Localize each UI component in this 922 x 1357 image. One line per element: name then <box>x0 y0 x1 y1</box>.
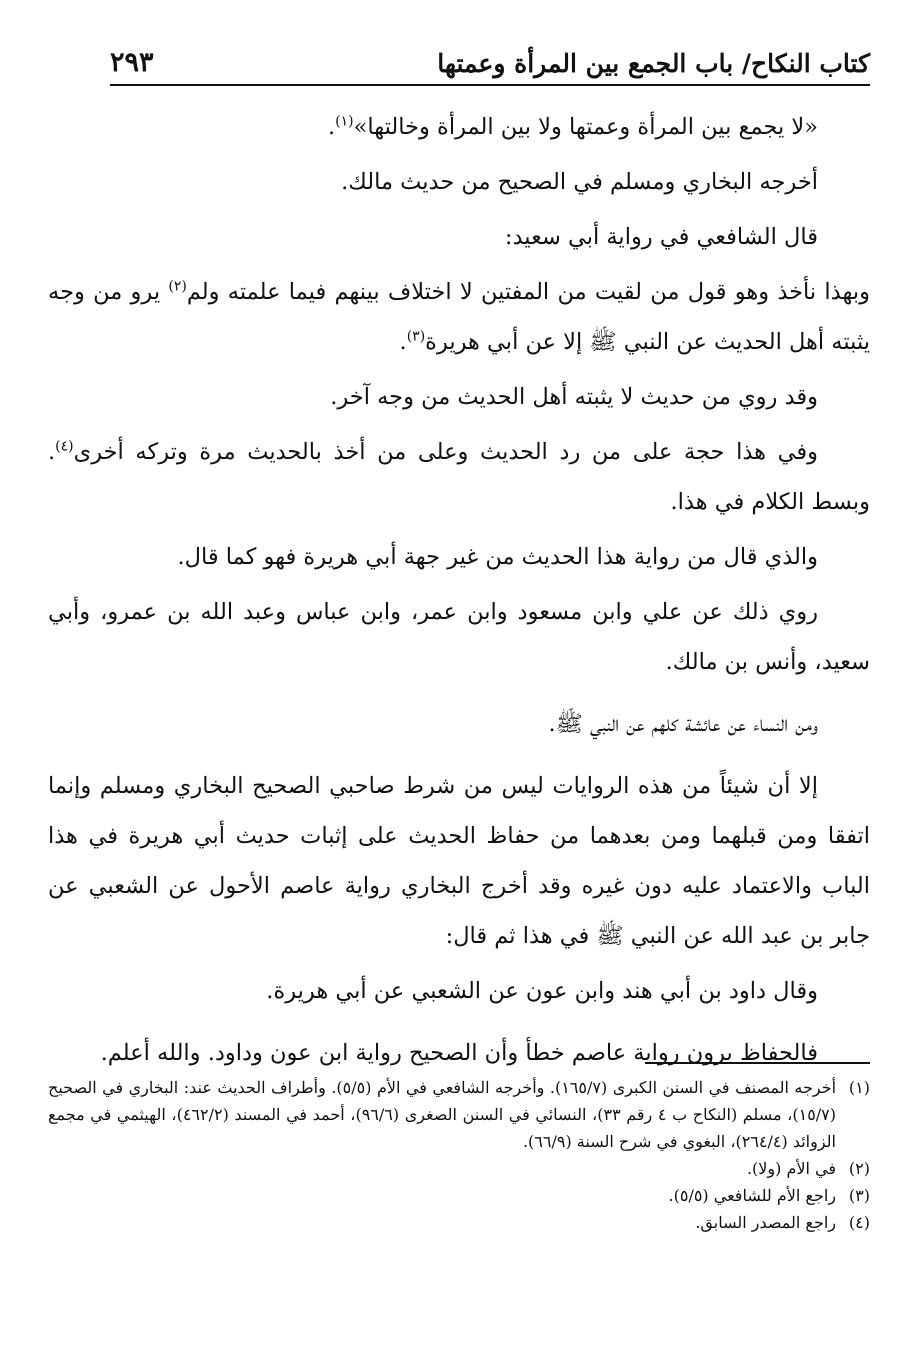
paragraph: أخرجه البخاري ومسلم في الصحيح من حديث مالك. <box>341 169 818 195</box>
footnote-divider <box>645 1062 870 1064</box>
footnote-number: (٢) <box>848 1159 870 1178</box>
running-head: كتاب النكاح/ باب الجمع بين المرأة وعمتها <box>437 49 870 78</box>
paragraph: وبهذا نأخذ وهو قول من لقيت من المفتين لا اختلاف بينهم فيما علمته ولم$^{(٢)}$ يرو من وجه يثبته أهل الحديث عن النبي ﷺ إلا عن أبي هريرة$^{(٣)}$. <box>48 278 870 355</box>
footnote-number: (٣) <box>848 1186 870 1205</box>
footnote <box>48 1074 870 1155</box>
paragraph: روي ذلك عن علي وابن مسعود وابن عمر، وابن عباس وعبد الله بن عمرو، وأبي سعيد، وأنس بن مالك. <box>48 599 870 675</box>
paragraph: «لا يجمع بين المرأة وعمتها ولا بين المرأة وخالتها»$^{(١)}$. <box>328 113 818 140</box>
paragraph: وقال داود بن أبي هند وابن عون عن الشعبي عن أبي هريرة. <box>266 978 818 1004</box>
paragraph: ومن النساء عن عائشة كلهم عن النبي ﷺ. <box>548 711 818 737</box>
footnote <box>48 1209 870 1236</box>
main-text <box>48 102 870 1083</box>
footnote-text: راجع الأم للشافعي (٥/٥). <box>668 1186 836 1205</box>
paragraph: وقد روي من حديث لا يثبته أهل الحديث من وجه آخر. <box>330 384 818 410</box>
footnote-number: (١) <box>848 1078 870 1097</box>
footnote-text: في الأم (ولا). <box>746 1159 836 1178</box>
page-number: ٢٩٣ <box>110 47 154 78</box>
paragraph: وفي هذا حجة على من رد الحديث وعلى من أخذ بالحديث مرة وتركه أخرى$^{(٤)}$. وبسط الكلام في هذا. <box>48 438 870 515</box>
paragraph: إلا أن شيئاً من هذه الروايات ليس من شرط صاحبي الصحيح البخاري ومسلم وإنما اتفقا ومن قبلهما ومن بعدهما من حفاظ الحديث على إثبات حديث أبي هريرة في هذا الباب والاعتماد عليه دون غيره وقد أخرج البخاري رواية عاصم الأحول عن الشعبي عن جابر بن عبد الله عن النبي ﷺ في هذا ثم قال: <box>48 773 870 949</box>
footnote-ref: (٤) <box>55 438 74 455</box>
paragraph: والذي قال من رواية هذا الحديث من غير جهة أبي هريرة فهو كما قال. <box>177 544 818 570</box>
footnote-ref: (٣) <box>406 328 426 345</box>
footnotes <box>48 1074 870 1236</box>
footnote-text: أخرجه المصنف في السنن الكبرى (١٦٥/٧). وأخرجه الشافعي في الأم (٥/٥). وأطراف الحديث عند: البخاري في الصحيح (١٥/٧)، مسلم (النكاح ب ٤ رقم ٣٣)، النسائي في السنن الصغرى (٩٦/٦)، أحمد في المسند (٤٦٢/٢)، الهيثمي في مجمع الزوائد (٢٦٤/٤)، البغوي في شرح السنة (٦٦/٩). <box>48 1078 837 1151</box>
page-header <box>110 40 870 86</box>
footnote-text: راجع المصدر السابق. <box>695 1213 836 1232</box>
footnote-ref: (١) <box>335 113 354 130</box>
footnote <box>48 1182 870 1209</box>
footnote-ref: (٢) <box>168 278 187 295</box>
footnote-number: (٤) <box>848 1213 870 1232</box>
paragraph: فالحفاظ يرون رواية عاصم خطأ وأن الصحيح رواية ابن عون وداود. والله أعلم. <box>100 1040 818 1066</box>
paragraph: قال الشافعي في رواية أبي سعيد: <box>504 224 818 250</box>
footnote <box>48 1155 870 1182</box>
